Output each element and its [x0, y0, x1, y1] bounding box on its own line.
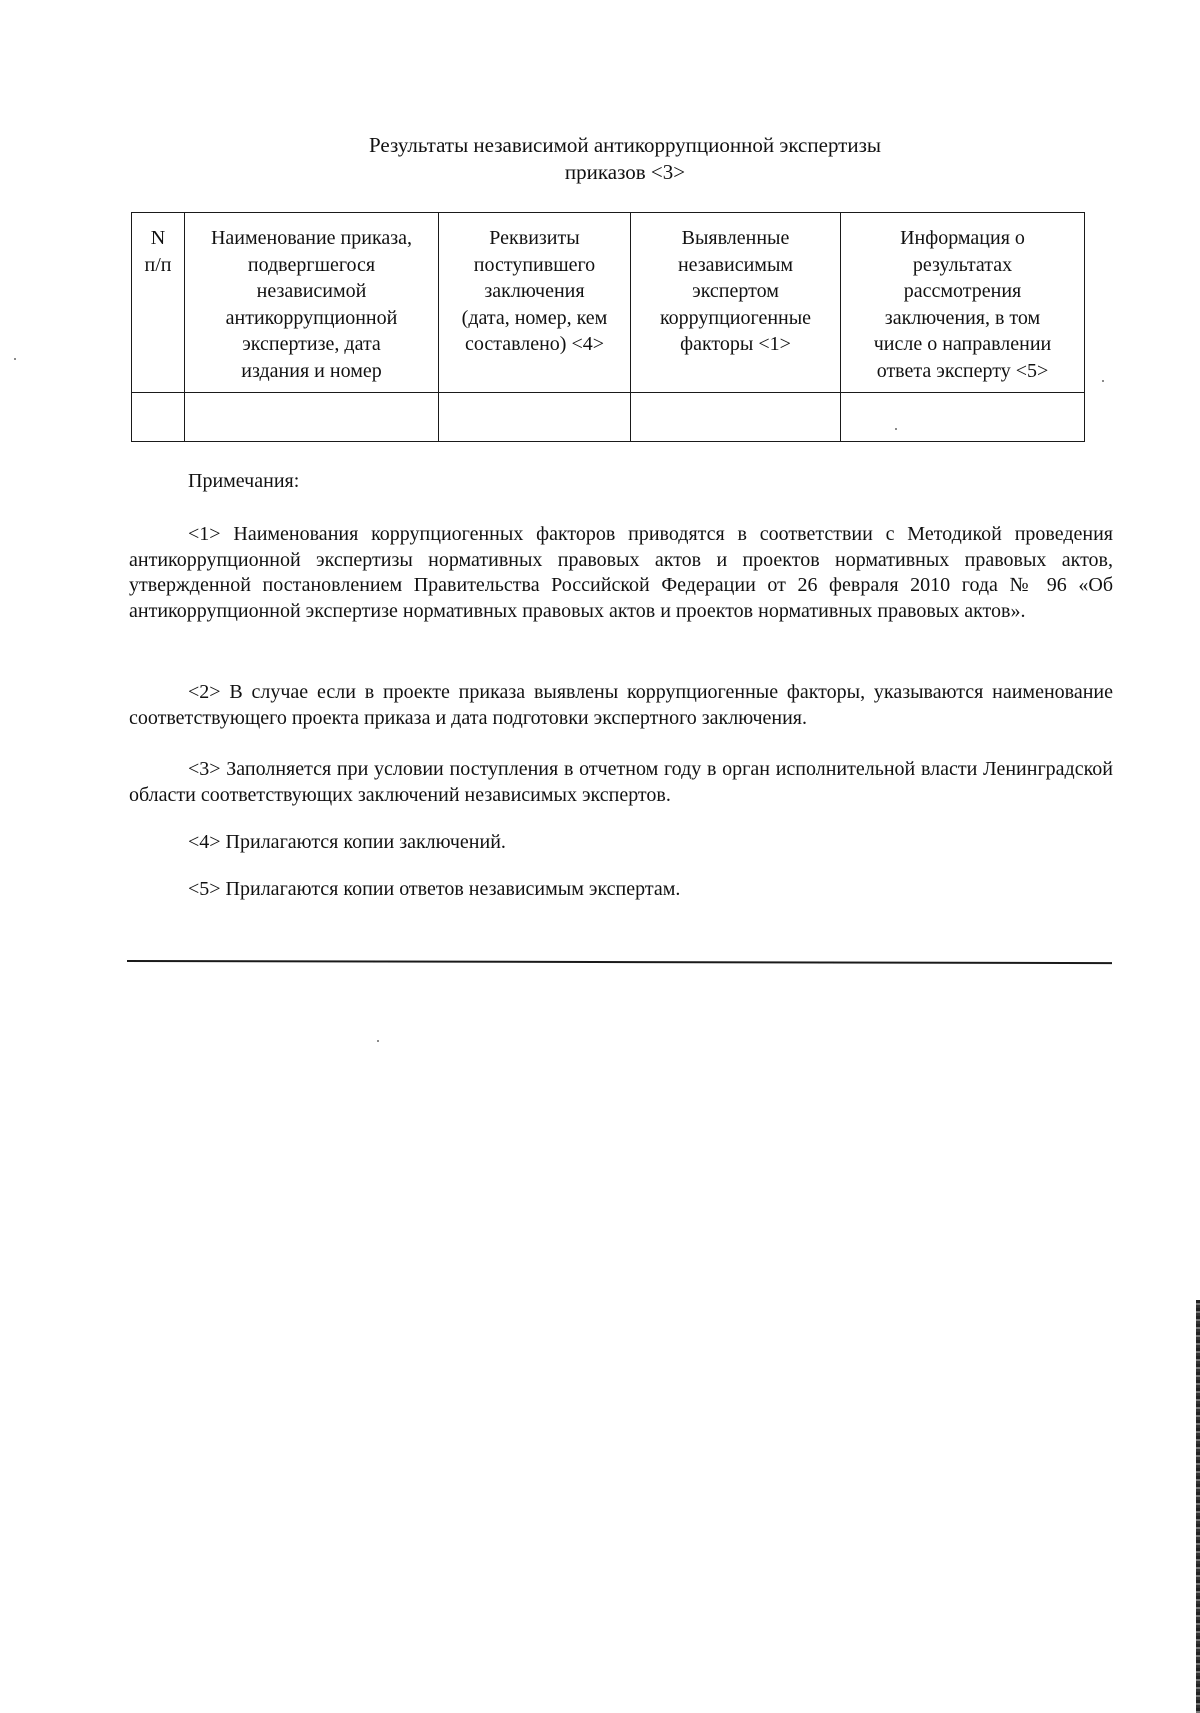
scan-speck	[895, 428, 897, 430]
scan-speck	[377, 1040, 379, 1042]
table-cell	[132, 393, 185, 442]
note-5: <5> Прилагаются копии ответов независимым экспертам.	[188, 878, 681, 900]
header-order-name: Наименование приказа, подвергшегося независимой антикоррупционной экспертизе, дата издания и номер	[185, 213, 439, 393]
table-cell	[439, 393, 631, 442]
table-header-row	[132, 213, 1085, 393]
note-4: <4> Прилагаются копии заключений.	[188, 831, 506, 853]
notes-heading: Примечания:	[188, 470, 300, 492]
header-review-results: Информация о результатах рассмотрения заключения, в том числе о направлении ответа эксперту <5>	[841, 213, 1085, 393]
note-3: <3> Заполняется при условии поступления в отчетном году в орган исполнительной власти Ленинградской области соответствующих заключений независимых экспертов.	[129, 758, 1113, 806]
table-cell	[631, 393, 841, 442]
document-title-line-2: приказов <3>	[564, 160, 686, 184]
note-2: <2> В случае если в проекте приказа выявлены коррупциогенные факторы, указываются наименование соответствующего проекта приказа и дата подготовки экспертного заключения.	[129, 681, 1113, 729]
scan-speck	[1102, 380, 1104, 382]
results-table	[131, 212, 1085, 442]
bottom-divider-line	[127, 960, 1112, 964]
scan-speck	[14, 358, 16, 360]
scan-edge-artifact	[1196, 1300, 1200, 1713]
table-row	[132, 393, 1085, 442]
table-cell	[841, 393, 1085, 442]
header-corruption-factors: Выявленные независимым экспертом коррупциогенные факторы <1>	[631, 213, 841, 393]
header-conclusion-details: Реквизиты поступившего заключения (дата, номер, кем составлено) <4>	[439, 213, 631, 393]
table-cell	[185, 393, 439, 442]
document-title-line-1: Результаты независимой антикоррупционной экспертизы	[369, 133, 881, 157]
note-1: <1> Наименования коррупциогенных факторов приводятся в соответствии с Методикой проведения антикоррупционной экспертизы нормативных правовых актов и проектов нормативных правовых актов, утвержденной постановлением Правительства Российской Федерации от 26 февраля 2010 года № 96 «Об антикоррупционной экспертизе нормативных правовых актов и проектов нормативных правовых актов».	[129, 523, 1113, 622]
header-number: N п/п	[132, 213, 185, 393]
